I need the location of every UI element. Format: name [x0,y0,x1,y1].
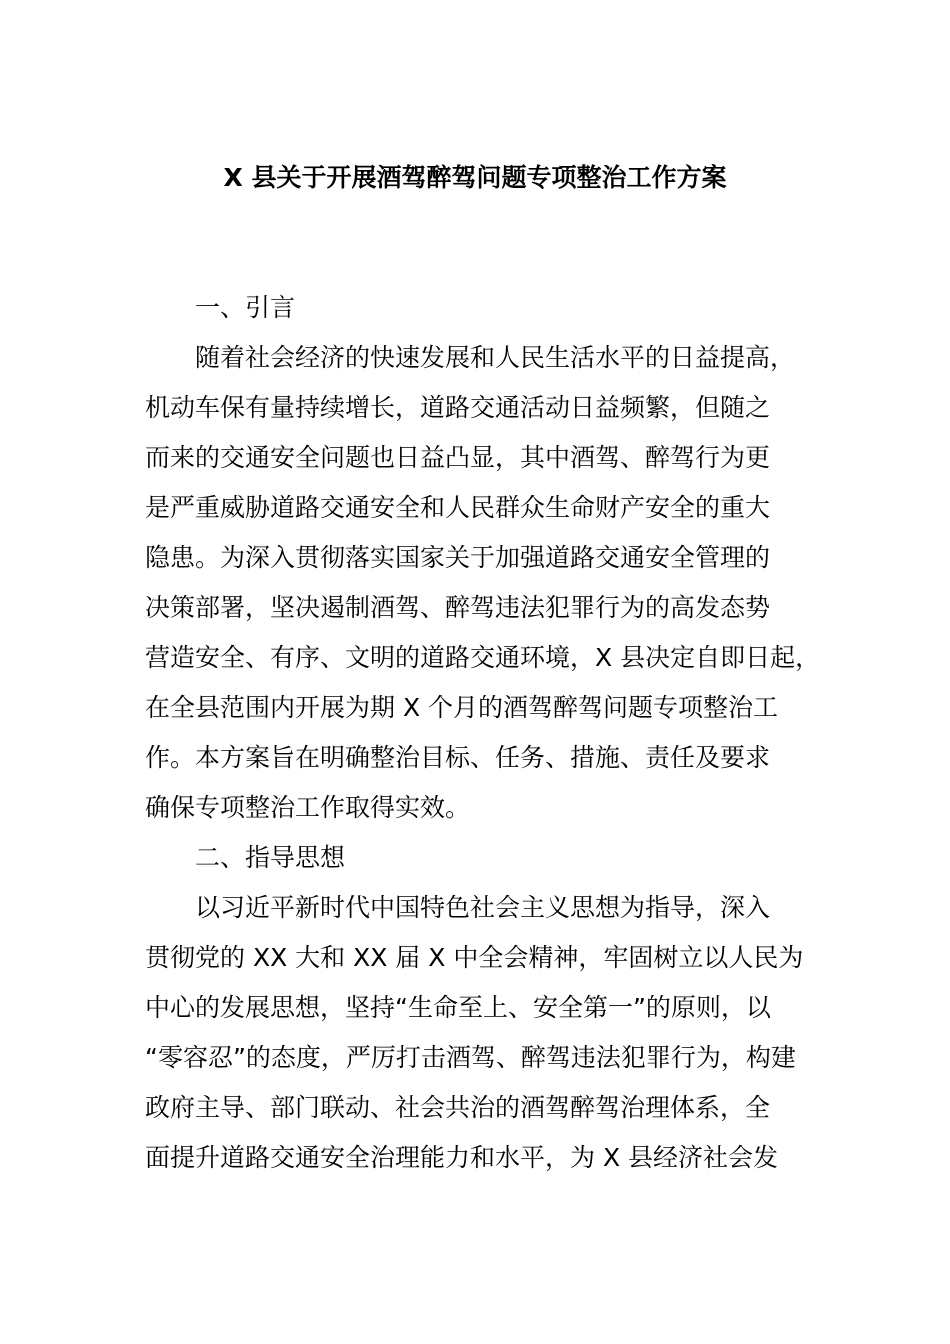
paragraph-line: “零容忍”的态度，严厉打击酒驾、醉驾违法犯罪行为，构建 [145,1043,796,1072]
document-title: X 县关于开展酒驾醉驾问题专项整治工作方案 [223,163,727,192]
section-heading-intro: 一、引言 [195,293,296,322]
paragraph-line: 而来的交通安全问题也日益凸显，其中酒驾、醉驾行为更 [145,443,771,472]
section-heading-guiding-thought: 二、指导思想 [195,843,346,872]
paragraph-line: 政府主导、部门联动、社会共治的酒驾醉驾治理体系，全 [145,1093,771,1122]
paragraph-line: 机动车保有量持续增长，道路交通活动日益频繁，但随之 [145,393,771,422]
paragraph-line: 营造安全、有序、文明的道路交通环境，X 县决定自即日起， [145,643,821,672]
paragraph-line: 确保专项整治工作取得实效。 [145,793,471,822]
paragraph-line: 隐患。为深入贯彻落实国家关于加强道路交通安全管理的 [145,543,771,572]
paragraph-line: 是严重威胁道路交通安全和人民群众生命财产安全的重大 [145,493,771,522]
document-body [145,283,835,1183]
paragraph-line: 随着社会经济的快速发展和人民生活水平的日益提高， [195,343,796,372]
paragraph-line: 以习近平新时代中国特色社会主义思想为指导，深入 [195,893,771,922]
paragraph-line: 决策部署，坚决遏制酒驾、醉驾违法犯罪行为的高发态势 [145,593,771,622]
paragraph-line: 作。本方案旨在明确整治目标、任务、措施、责任及要求 [145,743,771,772]
paragraph-line: 中心的发展思想，坚持“生命至上、安全第一”的原则，以 [145,993,771,1022]
paragraph-line: 面提升道路交通安全治理能力和水平，为 X 县经济社会发 [145,1143,779,1172]
paragraph-line: 在全县范围内开展为期 X 个月的酒驾醉驾问题专项整治工 [145,693,779,722]
paragraph-line: 贯彻党的 XX 大和 XX 届 X 中全会精神，牢固树立以人民为 [145,943,804,972]
